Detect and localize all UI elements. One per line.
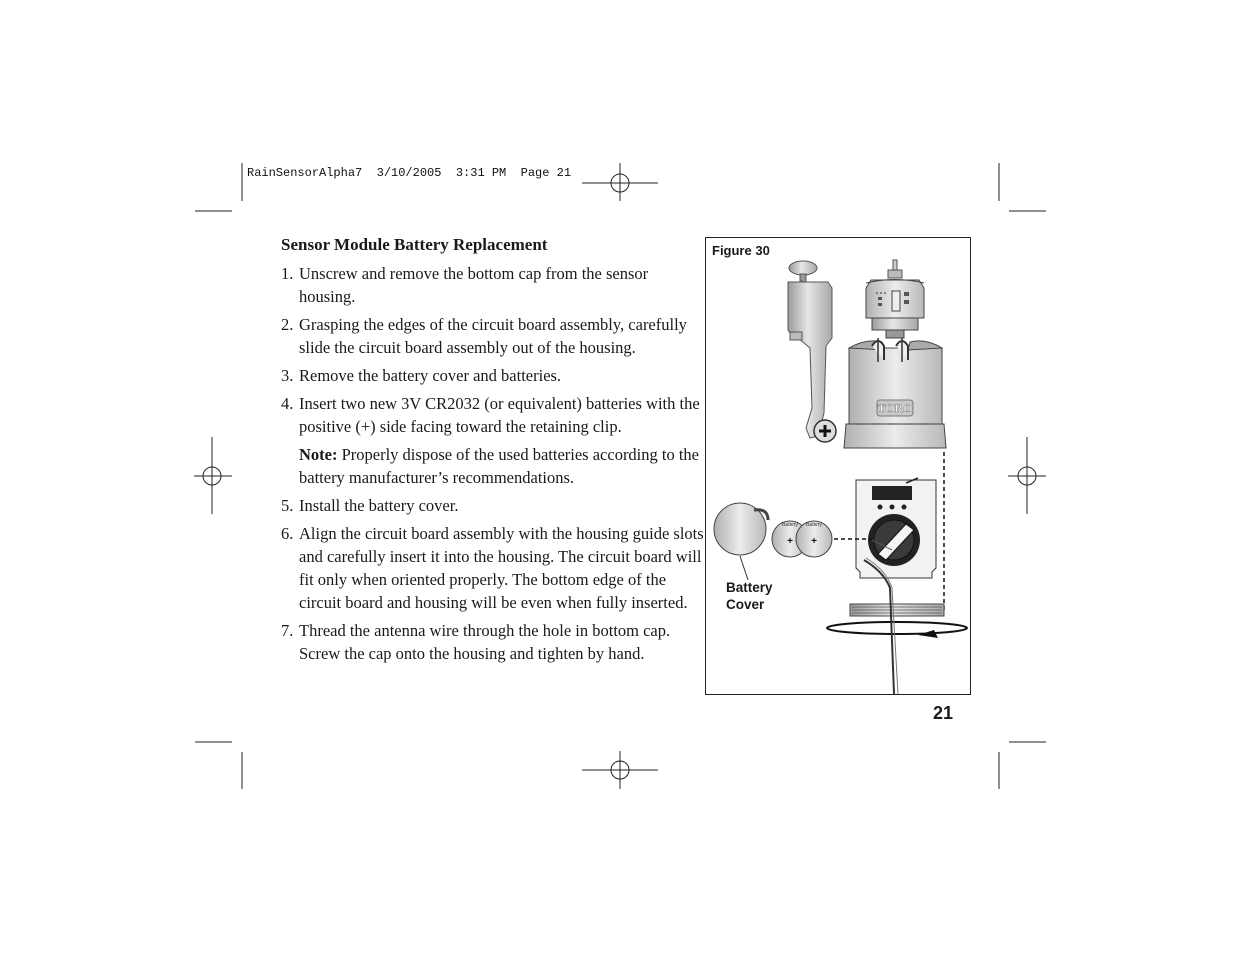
- toro-logo: TORO: [877, 401, 913, 415]
- battery-cover-label: Battery Cover: [726, 580, 773, 612]
- list-item: 2. Grasping the edges of the circuit board assembly, carefully slide the circuit board assembly out of the housing.: [281, 315, 687, 357]
- note-paragraph: Note: Properly dispose of the used batteries according to the battery manufacturer’s recommendations.: [299, 445, 700, 487]
- section-heading: Sensor Module Battery Replacement: [281, 235, 548, 254]
- sensor-housing: [844, 260, 946, 448]
- svg-text:Battery: Battery: [782, 522, 798, 528]
- list-item: 7. Thread the antenna wire through the hole in bottom cap. Screw the cap onto the housing and tighten by hand.: [281, 621, 671, 663]
- steps-list: [281, 262, 706, 670]
- coin-batteries: [714, 503, 832, 580]
- list-item: 4. Insert two new 3V CR2032 (or equivalent) batteries with the positive (+) side facing toward the retaining clip.: [281, 394, 700, 436]
- sensor-illustration: [706, 238, 970, 694]
- list-item: 5. Install the battery cover.: [281, 496, 459, 515]
- figure-label: Figure 30: [712, 243, 770, 258]
- list-item: 6. Align the circuit board assembly with the housing guide slots and carefully insert it into the housing. The circuit board will fit only when oriented properly. The bottom edge of the circuit board and housing will be even when fully inserted.: [281, 524, 704, 612]
- mounting-clamp: [788, 261, 836, 442]
- print-slug: RainSensorAlpha7 3/10/2005 3:31 PM Page 21: [247, 166, 572, 180]
- list-item: 3. Remove the battery cover and batteries.: [281, 366, 562, 385]
- page-number: 21: [933, 703, 954, 723]
- list-item: 1. Unscrew and remove the bottom cap from the sensor housing.: [281, 264, 649, 306]
- svg-text:Battery: Battery: [806, 522, 822, 528]
- svg-text:+: +: [811, 536, 817, 547]
- svg-text:+: +: [787, 536, 793, 547]
